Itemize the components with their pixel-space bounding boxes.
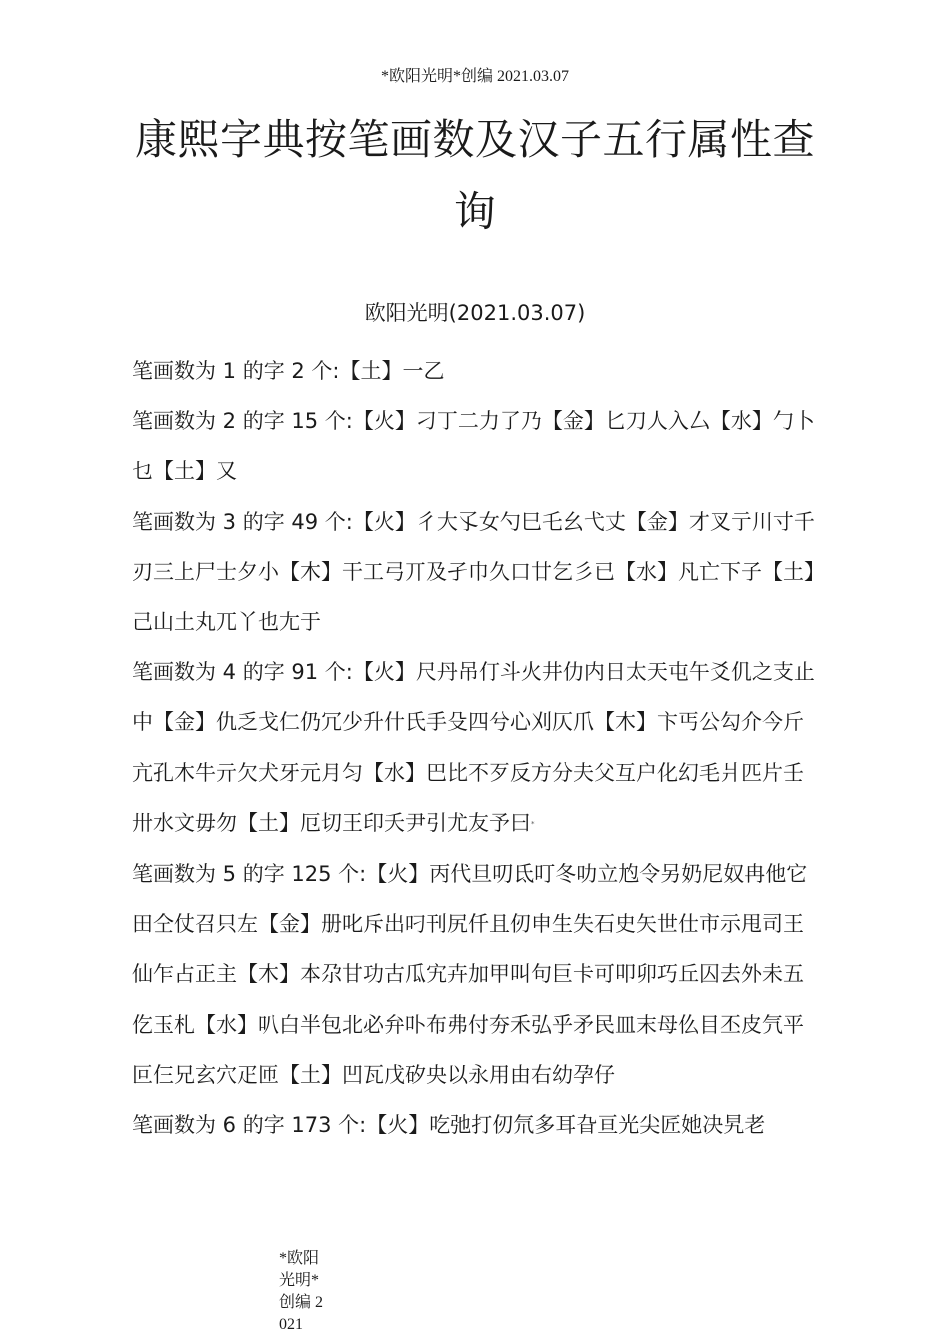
paragraph-stroke-5: 笔画数为 5 的字 125 个:【火】丙代旦叨氐叮冬叻立尥令另奶尼奴冉他它田仝仗召只左【金】册叱斥出叼刊尻仟且仞申生失石史矢世仕市示甩司王仙乍占正主【木】本尕甘功古瓜宄卉加甲叫句巨卡可叩卯巧丘囚去外未五仡玉札【水】叭白半包北必弁卟布弗付夯禾弘乎矛民皿末母仫目丕皮氕平叵仨兄玄穴疋匝【土】凹瓦戊矽央以永用由右幼孕仔 bbox=[132, 861, 808, 1087]
page-footer: *欧阳光明*创编 2021 bbox=[279, 1250, 324, 1333]
tiny-mark: * bbox=[531, 819, 535, 828]
paragraph-stroke-1: 笔画数为 1 的字 2 个:【土】一乙 bbox=[132, 359, 445, 383]
document-body bbox=[132, 346, 822, 1150]
page-header: *欧阳光明*创编 2021.03.07 bbox=[380, 68, 569, 85]
paragraph-stroke-4-text: 笔画数为 4 的字 91 个:【火】尺丹吊仃斗火井仂内日太天屯午爻仉之支止中【金】仇乏戈仁仍冗少升什氏手殳四兮心刈仄爪【木】卞丐公勾介今斤亢孔木牛亓欠犬牙元月匀【水】巴比不歹反方分夫父互户化幻毛爿匹片壬卅水文毋勿【土】厄切王印夭尹引尤友予曰 bbox=[132, 660, 815, 835]
document-title: 康熙字典按笔画数及汉子五行属性查询 bbox=[134, 115, 815, 236]
paragraph-stroke-3: 笔画数为 3 的字 49 个:【火】彳大孓女勺巳乇幺弋丈【金】才叉亍川寸千刃三上尸士夕小【木】干工弓丌及孑巾久口廿乞彡已【水】凡亡下子【土】己山土丸兀丫也尢于 bbox=[132, 509, 815, 635]
paragraph-stroke-4 bbox=[132, 647, 822, 849]
author-line: 欧阳光明(2021.03.07) bbox=[364, 301, 586, 325]
paragraph-stroke-6: 笔画数为 6 的字 173 个:【火】吃弛打仞氘多耳旮亘光尖匠她决旯老 bbox=[132, 1112, 766, 1137]
paragraph-stroke-2: 笔画数为 2 的字 15 个:【火】刁丁二力了乃【金】匕刀人入厶【水】勹卜乜【土】又 bbox=[132, 409, 815, 484]
